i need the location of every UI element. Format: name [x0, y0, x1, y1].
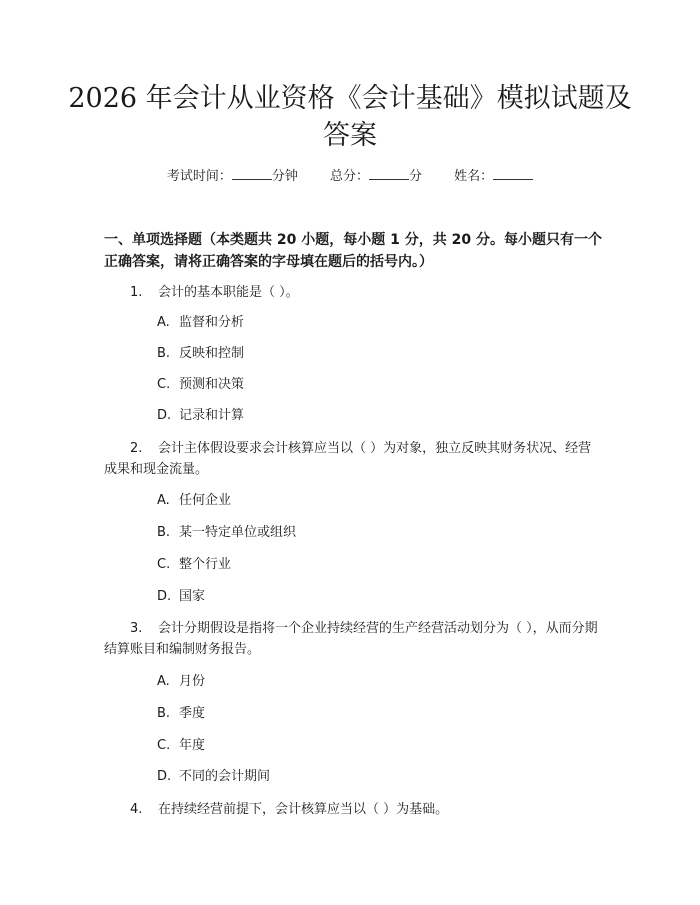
question-1-option-c: [157, 375, 597, 395]
question-3-option-a: [157, 672, 597, 692]
option-text: 月份: [179, 674, 206, 689]
student-name-blank: [493, 166, 533, 180]
option-text: 季度: [179, 706, 206, 721]
option-text: 年度: [179, 738, 206, 753]
option-text: 监督和分析: [179, 315, 245, 330]
question-4: [104, 799, 602, 820]
option-letter: B.: [157, 706, 171, 721]
question-number: 3.: [130, 621, 143, 636]
exam-time-blank: [232, 166, 272, 180]
total-score-label: 总分：: [329, 169, 369, 184]
question-3: [104, 618, 602, 660]
question-3-option-b: [157, 704, 597, 724]
option-text: 反映和控制: [179, 346, 245, 361]
option-text: 某一特定单位或组织: [179, 525, 297, 540]
option-letter: C.: [157, 377, 171, 392]
question-text: 会计的基本职能是（ ）。: [158, 285, 299, 300]
question-1-option-d: [157, 406, 597, 426]
exam-time-label: 考试时间：: [166, 169, 232, 184]
option-text: 任何企业: [179, 493, 232, 508]
section-heading: 一、单项选择题（本类题共 20 小题，每小题 1 分，共 20 分。每小题只有一个正确答案，请将正确答案的字母填在题后的括号内。）: [104, 232, 602, 270]
question-number: 1.: [130, 285, 143, 300]
exam-time-field: [167, 166, 298, 187]
option-letter: D.: [157, 589, 172, 604]
option-text: 国家: [179, 589, 206, 604]
question-3-option-c: [157, 736, 597, 756]
question-1: [104, 282, 602, 303]
student-name-field: [454, 166, 533, 187]
question-text: 在持续经营前提下，会计核算应当以（ ）为基础。: [158, 802, 449, 817]
option-letter: A.: [157, 674, 170, 689]
question-number: 4.: [130, 802, 143, 817]
option-letter: C.: [157, 738, 171, 753]
exam-meta-line: [0, 166, 700, 187]
option-letter: B.: [157, 525, 171, 540]
question-number: 2.: [130, 441, 143, 456]
exam-time-unit: 分钟: [271, 169, 298, 184]
document-title: 2026 年会计从业资格《会计基础》模拟试题及答案: [68, 83, 632, 151]
question-1-option-a: [157, 313, 597, 333]
question-2-option-c: [157, 555, 597, 575]
question-2-option-b: [157, 523, 597, 543]
question-2-option-a: [157, 491, 597, 511]
question-3-option-d: [157, 767, 597, 787]
option-text: 预测和决策: [179, 377, 245, 392]
option-letter: D.: [157, 408, 172, 423]
option-letter: A.: [157, 493, 170, 508]
option-letter: C.: [157, 557, 171, 572]
option-letter: B.: [157, 346, 171, 361]
question-text: 会计分期假设是指将一个企业持续经营的生产经营活动划分为（ ），从而分期结算账目和编制财务报告。: [104, 621, 598, 657]
option-letter: A.: [157, 315, 170, 330]
option-letter: D.: [157, 769, 172, 784]
total-score-blank: [369, 166, 409, 180]
total-score-field: [330, 166, 422, 187]
option-text: 不同的会计期间: [179, 769, 271, 784]
student-name-label: 姓名：: [454, 169, 494, 184]
option-text: 整个行业: [179, 557, 232, 572]
question-2-option-d: [157, 587, 597, 607]
question-1-option-b: [157, 344, 597, 364]
option-text: 记录和计算: [179, 408, 245, 423]
question-text: 会计主体假设要求会计核算应当以（ ）为对象，独立反映其财务状况、经营成果和现金流量。: [104, 441, 592, 477]
total-score-unit: 分: [409, 169, 423, 184]
question-2: [104, 438, 602, 480]
